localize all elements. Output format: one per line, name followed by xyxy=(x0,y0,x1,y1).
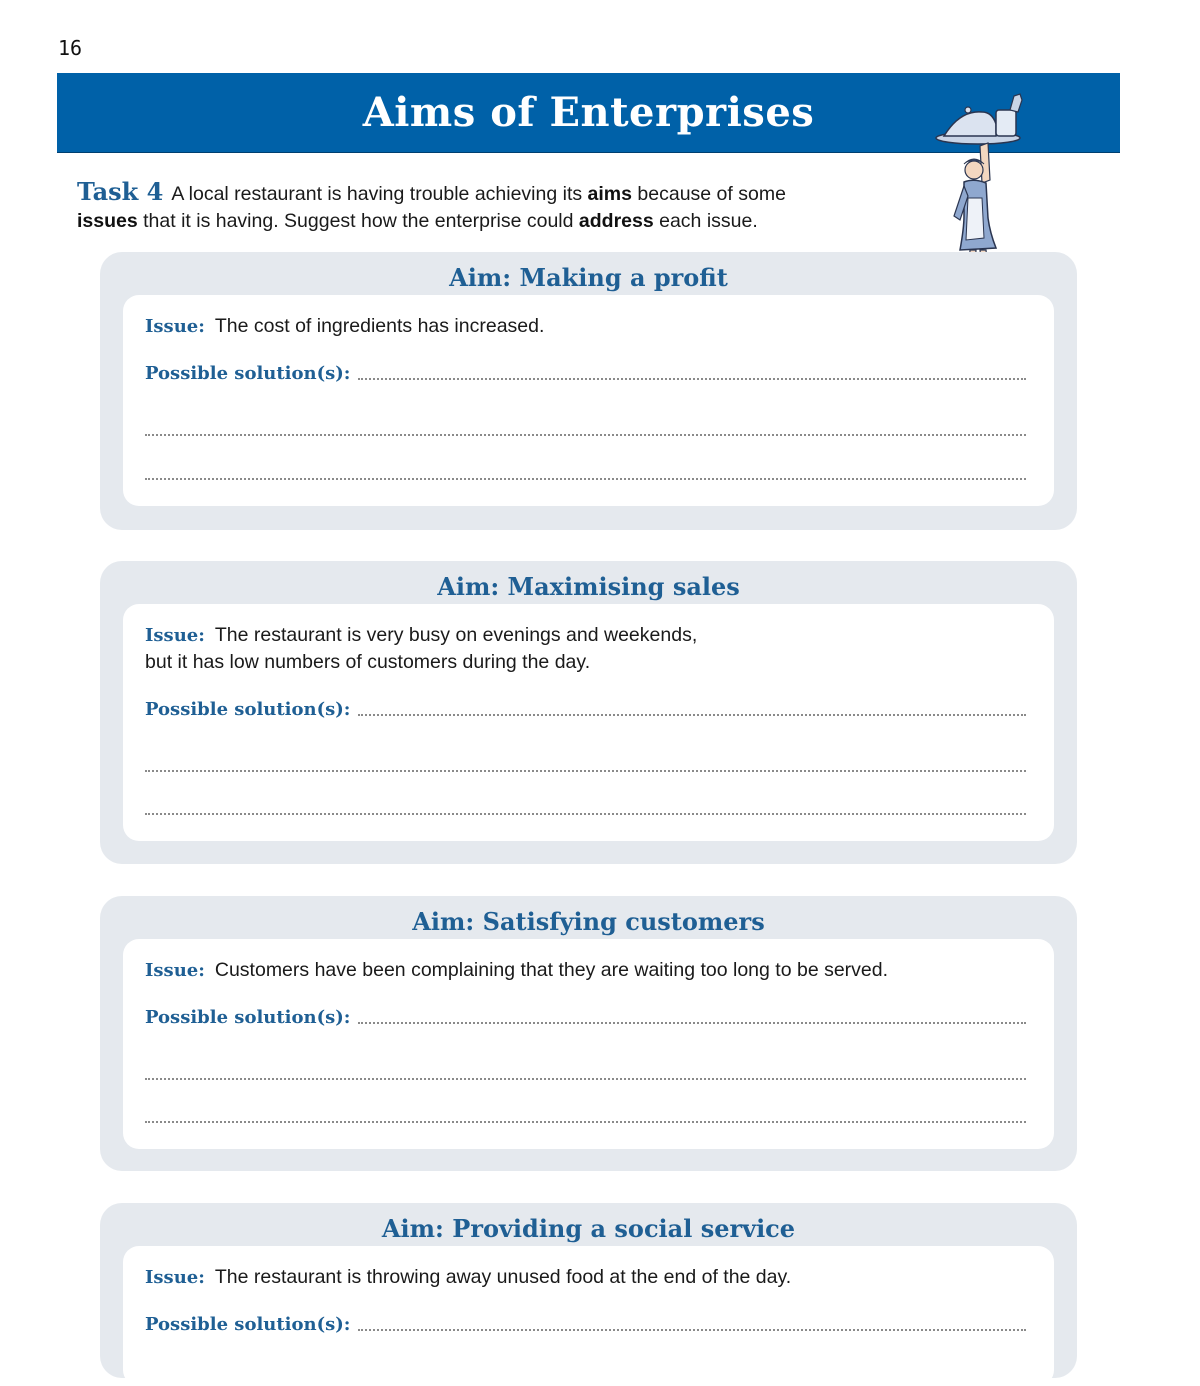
task-text-1: A local restaurant is having trouble achieving its xyxy=(171,183,588,205)
aim-title: Aim: Making a profit xyxy=(449,263,728,292)
solution-label: Possible solution(s): xyxy=(145,1314,351,1335)
issue-label: Issue: xyxy=(145,316,205,337)
task-text-2: because of some xyxy=(632,183,786,205)
aim-title: Aim: Satisfying customers xyxy=(412,907,765,936)
issue-line: The restaurant is very busy on evenings and weekends, xyxy=(214,624,698,646)
solution-row[interactable] xyxy=(145,363,1026,384)
task-text-3: that it is having. Suggest how the enterprise could xyxy=(137,210,579,232)
task-text-4: each issue. xyxy=(653,210,758,232)
solution-label: Possible solution(s): xyxy=(145,363,351,384)
task-bold-aims: aims xyxy=(587,183,632,205)
answer-line[interactable] xyxy=(145,770,1026,772)
answer-line[interactable] xyxy=(358,1021,1026,1024)
task-bold-issues: issues xyxy=(77,210,138,232)
solution-row[interactable] xyxy=(145,1314,1026,1335)
issue-label: Issue: xyxy=(145,1267,205,1288)
answer-line[interactable] xyxy=(358,713,1026,716)
issue-text xyxy=(145,313,1005,340)
aim-card-sales xyxy=(100,561,1077,864)
answer-line[interactable] xyxy=(145,434,1026,436)
task-bold-address: address xyxy=(578,210,654,232)
answer-line[interactable] xyxy=(145,478,1026,480)
aim-title: Aim: Maximising sales xyxy=(437,572,740,601)
answer-line[interactable] xyxy=(358,377,1026,380)
aim-answer-box xyxy=(123,295,1054,506)
aim-card-profit xyxy=(100,252,1077,530)
aim-title: Aim: Providing a social service xyxy=(381,1214,796,1243)
task-label: Task 4 xyxy=(77,177,164,206)
issue-line: The restaurant is throwing away unused food at the end of the day. xyxy=(214,1266,792,1288)
answer-line[interactable] xyxy=(145,1121,1026,1123)
issue-line: but it has low numbers of customers during the day. xyxy=(145,651,591,673)
page-number: 16 xyxy=(58,36,83,60)
aim-answer-box xyxy=(123,1246,1054,1386)
issue-text xyxy=(145,957,1005,984)
aim-answer-box xyxy=(123,939,1054,1149)
aim-card-social-service xyxy=(100,1203,1077,1378)
issue-label: Issue: xyxy=(145,625,205,646)
solution-label: Possible solution(s): xyxy=(145,1007,351,1028)
issue-text xyxy=(145,622,1005,676)
answer-line[interactable] xyxy=(358,1328,1026,1331)
aim-answer-box xyxy=(123,604,1054,841)
issue-line: The cost of ingredients has increased. xyxy=(214,315,545,337)
issue-text xyxy=(145,1264,1005,1291)
solution-label: Possible solution(s): xyxy=(145,699,351,720)
answer-line[interactable] xyxy=(145,813,1026,815)
solution-row[interactable] xyxy=(145,699,1026,720)
issue-label: Issue: xyxy=(145,960,205,981)
task-instructions xyxy=(77,178,897,235)
solution-row[interactable] xyxy=(145,1007,1026,1028)
page-title: Aims of Enterprises xyxy=(362,89,815,136)
answer-line[interactable] xyxy=(145,1078,1026,1080)
aim-card-customers xyxy=(100,896,1077,1171)
issue-line: Customers have been complaining that they are waiting too long to be served. xyxy=(214,959,889,981)
